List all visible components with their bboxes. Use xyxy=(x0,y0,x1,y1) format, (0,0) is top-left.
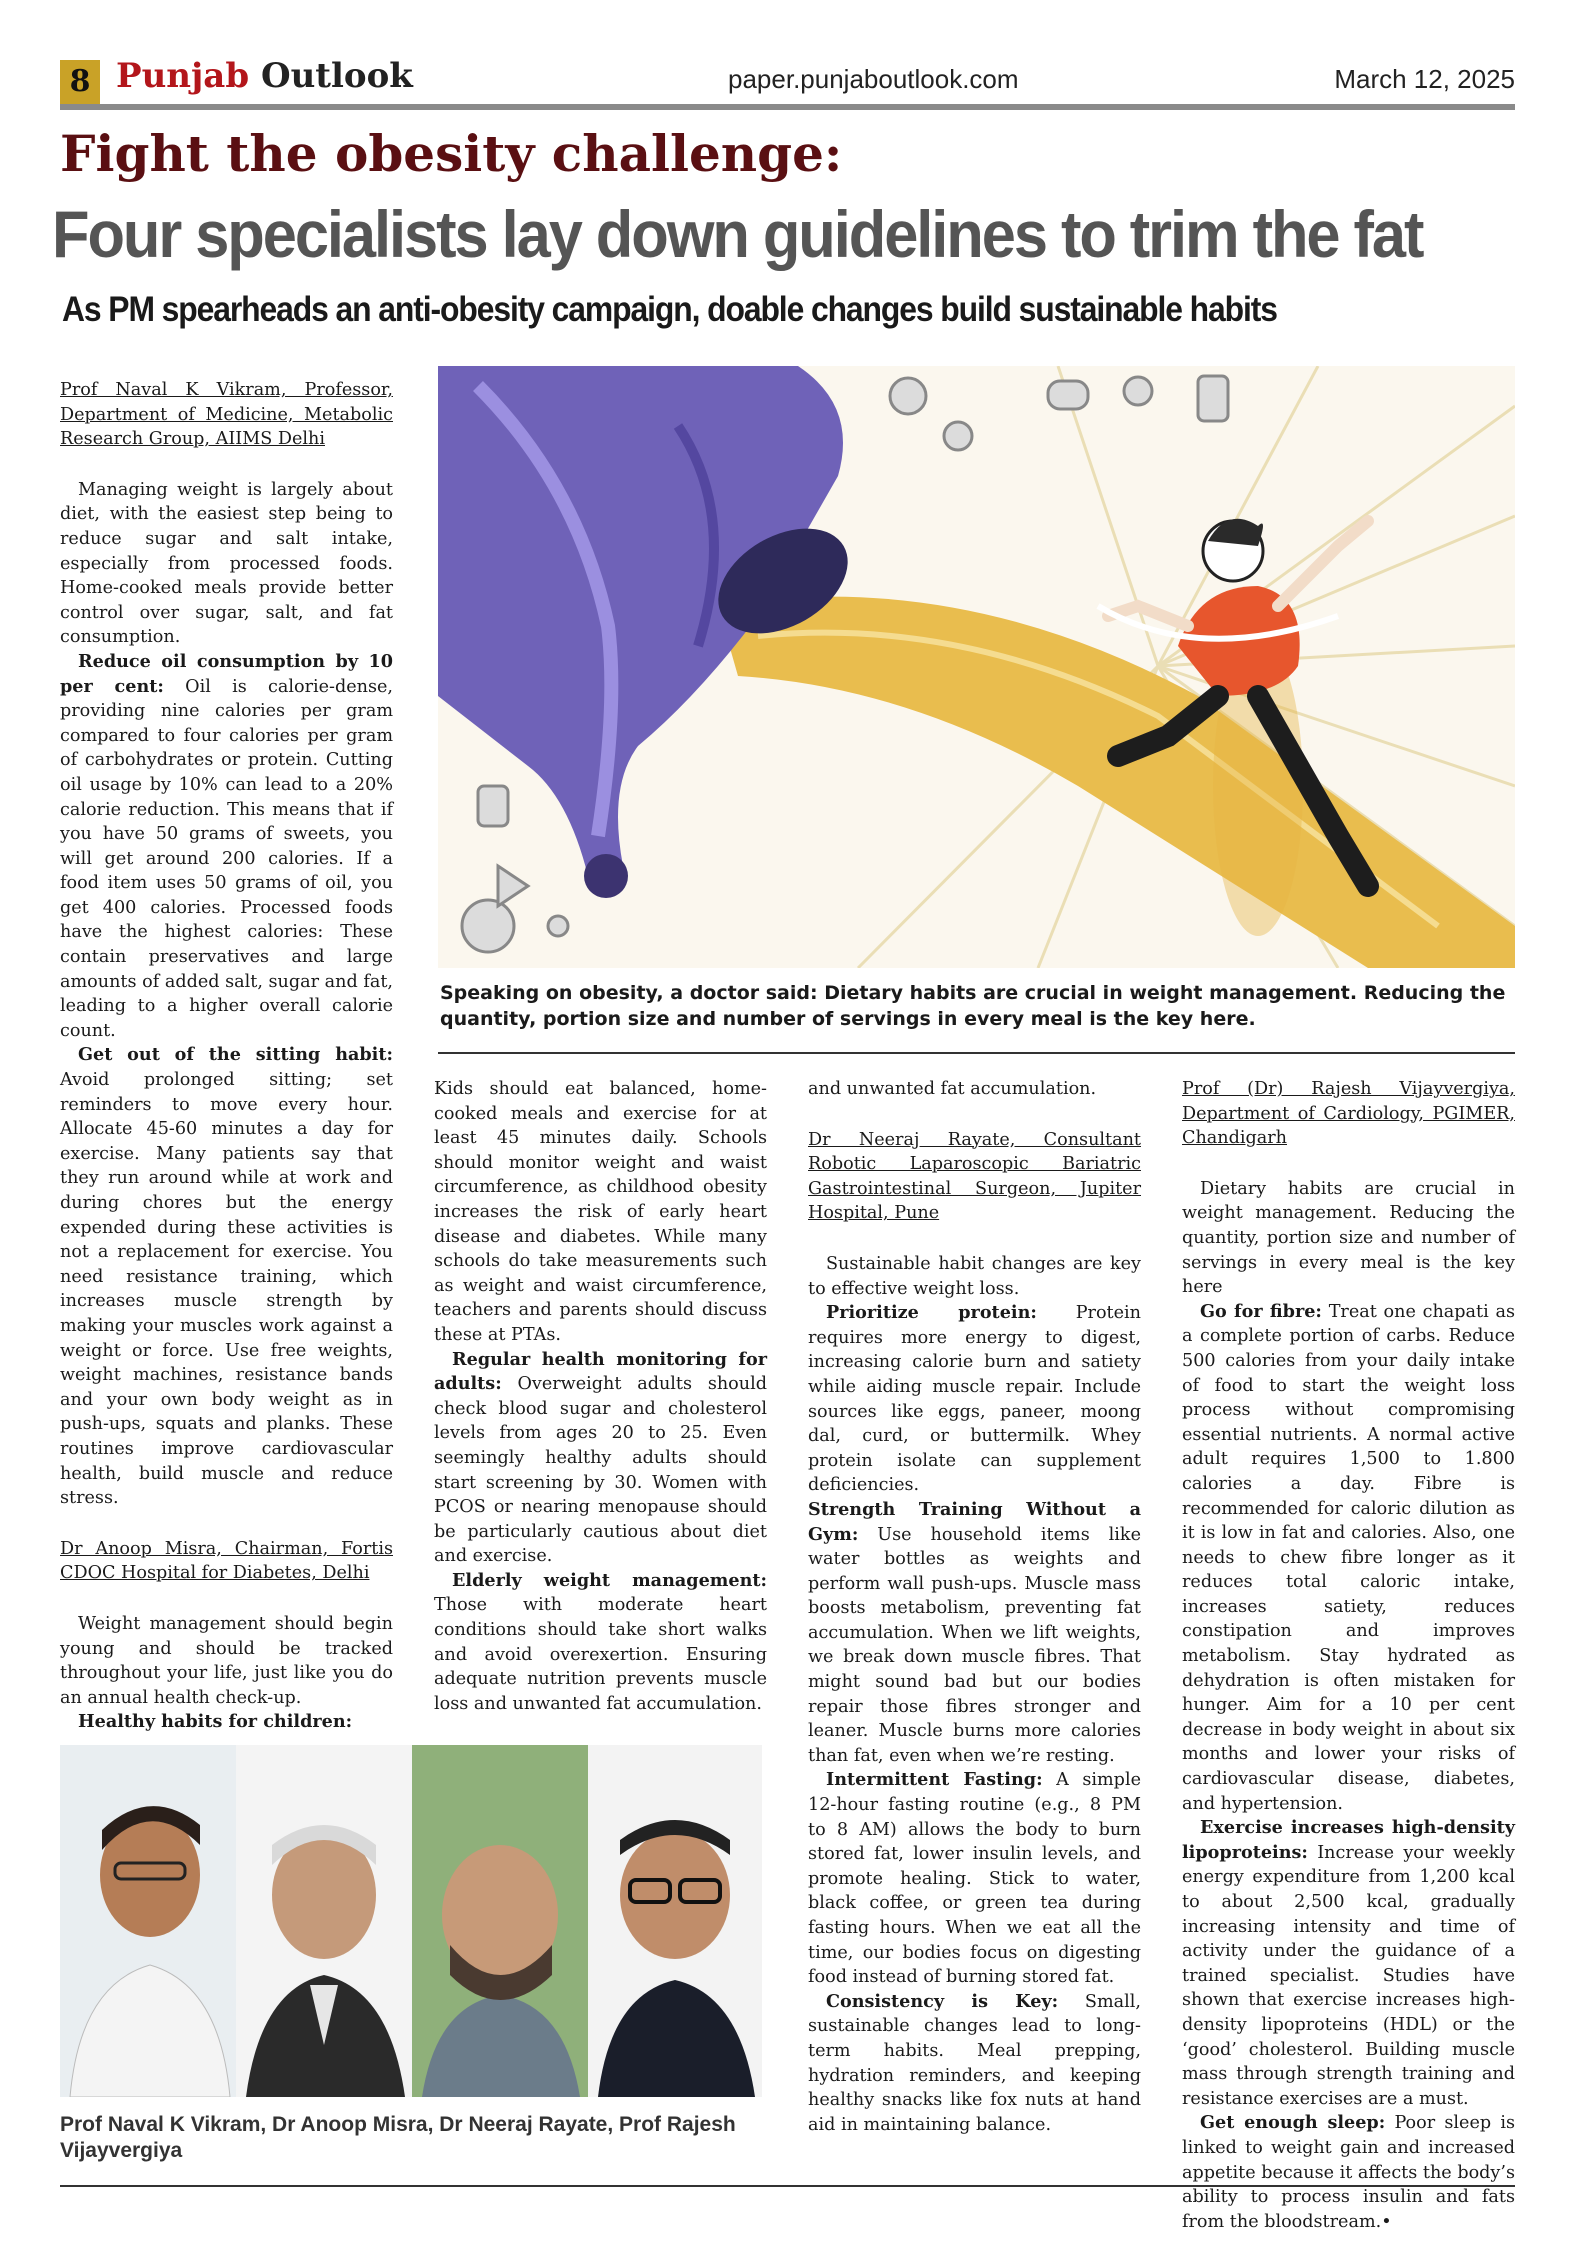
paragraph-vikram-intro: Managing weight is largely about diet, with the easiest step being to reduce sugar and salt intake, especially from processed foods. Home-cooked meals provide better control over sugar, salt, and fat consumption. xyxy=(60,479,393,648)
header-rule xyxy=(60,104,1515,110)
subhead-elderly: Elderly weight management: xyxy=(452,1569,767,1591)
paragraph-misra-intro: Weight management should begin young and should be tracked throughout your life, just like you do an annual health check-up. xyxy=(60,1613,393,1708)
author-byline-vikram: Prof Naval K Vikram, Professor, Department of Medicine, Metabolic Research Group, AIIMS Delhi xyxy=(60,380,393,450)
text-strength: Use household items like water bottles as weights and perform wall push-ups. Muscle mass boosts metabolism, preventing fat accumulation. When we lift weights, we break down muscle fibres. That might sound bad but our bodies repair those fibres stronger and leaner. Muscle burns more calories than fat, even when we’re resting. xyxy=(808,1524,1142,1766)
headline-title: Four specialists lay down guidelines to trim the fat xyxy=(52,197,1423,271)
text-oil: Oil is calorie-dense, providing nine calories per gram compared to four calories per gram of carbohydrates or protein. Cutting oil usage by 10% can lead to a 20% calorie reduction. This means that if you have 50 grams of sweets, you will get around 200 calories. If a food item uses 50 grams of oil, you get 400 calories. Processed foods have the highest calories: These contain preservatives and large amounts of added salt, sugar and fat, leading to a higher overall calorie count. xyxy=(60,676,394,1041)
article-column-4 xyxy=(1182,1077,1515,2234)
paragraph-children-head xyxy=(60,1710,393,1735)
text-exercise: Increase your weekly energy expenditure from 1,200 kcal to about 2,500 kcal, gradually increasing intensity and time of activity under the guidance of a trained specialist. Studies have shown that exercise increases high-density lipoproteins (HDL) or the ‘good’ cholesterol. Building muscle mass through strength training and resistance exercises are a must. xyxy=(1182,1842,1515,2109)
subhead-consistency: Consistency is Key: xyxy=(826,1990,1059,2012)
masthead-brand-part1: Punjab xyxy=(116,56,250,96)
paragraph-children: Kids should eat balanced, home-cooked meals and exercise for at least 45 minutes daily. Schools should monitor weight and waist circumference, as childhood obesity increases the risk of early heart disease and diabetes. While many schools do take measurements such as weight and waist circumference, teachers and parents should discuss these at PTAs. xyxy=(434,1079,767,1345)
paragraph-consistency xyxy=(808,1990,1141,2138)
paragraph-sitting xyxy=(60,1043,393,1510)
portrait-rayate xyxy=(412,1745,588,2097)
text-sleep: Poor sleep is linked to weight gain and increased appetite because it affects the body’s ability to process insulin and fats from the bloodstream.• xyxy=(1182,2113,1515,2232)
paragraph-fasting xyxy=(808,1768,1141,1989)
paragraph-protein xyxy=(808,1301,1141,1498)
portraits-caption: Prof Naval K Vikram, Dr Anoop Misra, Dr Neeraj Rayate, Prof Rajesh Vijayvergiya xyxy=(60,2113,736,2162)
illustration-caption: Speaking on obesity, a doctor said: Dietary habits are crucial in weight management. Reducing the quantity, portion size and number of servings in every meal is the key here. xyxy=(440,982,1506,1030)
article-column-3 xyxy=(808,1077,1141,2137)
paragraph-strength xyxy=(808,1498,1141,1769)
portrait-vikram xyxy=(60,1745,236,2097)
subhead-sitting: Get out of the sitting habit: xyxy=(78,1044,393,1066)
paragraph-rayate-intro: Sustainable habit changes are key to effective weight loss. xyxy=(808,1253,1141,1299)
article-column-2 xyxy=(434,1077,767,1716)
masthead-brand-part2: Outlook xyxy=(260,56,413,96)
page-number: 8 xyxy=(60,60,100,104)
text-fasting: A simple 12-hour fasting routine (e.g., 8 PM to 8 AM) allows the body to burn stored fat, lower insulin levels, and promote healing. Stick to water, black coffee, or green tea during fasting hours. When we eat all the time, our bodies focus on digesting food instead of burning stored fat. xyxy=(808,1770,1141,1988)
text-consistency: Small, sustainable changes lead to long-term habits. Meal prepping, hydration reminders, and keeping healthy snacks like fox nuts at hand aid in maintaining balance. xyxy=(808,1991,1141,2135)
paragraph-adults xyxy=(434,1348,767,1569)
paragraph-sleep xyxy=(1182,2111,1515,2234)
subhead-adults: Regular health monitoring for adults: xyxy=(434,1348,767,1395)
subhead-oil: Reduce oil consumption by 10 per cent: xyxy=(60,650,393,697)
text-adults: Overweight adults should check blood sugar and cholesterol levels from ages 20 to 25. Even seemingly healthy adults should start screening by 30. Women with PCOS or nearing menopause should be particularly cautious about diet and exercise. xyxy=(434,1374,767,1567)
paragraph-vijayvergiya-intro: Dietary habits are crucial in weight management. Reducing the quantity, portion size and number of servings in every meal is the key here xyxy=(1182,1178,1515,1298)
subhead-sleep: Get enough sleep: xyxy=(1200,2112,1386,2134)
headline-subtitle: As PM spearheads an anti-obesity campaign, doable changes build sustainable habits xyxy=(62,290,1277,329)
paragraph-elderly-end: and unwanted fat accumulation. xyxy=(808,1079,1097,1099)
specialists-portraits xyxy=(60,1745,762,2097)
subhead-exercise: Exercise increases high-density lipoproteins: xyxy=(1182,1817,1515,1863)
obesity-illustration xyxy=(438,366,1515,968)
headline-kicker: Fight the obesity challenge: xyxy=(60,124,843,183)
author-byline-misra: Dr Anoop Misra, Chairman, Fortis CDOC Hospital for Diabetes, Delhi xyxy=(60,1538,393,1584)
subhead-strength: Strength Training Without a Gym: xyxy=(808,1498,1141,1545)
article-column-1 xyxy=(60,378,393,1735)
author-byline-rayate: Dr Neeraj Rayate, Consultant Robotic Laparoscopic Bariatric Gastrointestinal Surgeon, Jupiter Hospital, Pune xyxy=(808,1129,1141,1224)
subhead-children: Healthy habits for children: xyxy=(78,1711,353,1733)
paragraph-fibre xyxy=(1182,1300,1515,1816)
text-sitting: Avoid prolonged sitting; set reminders to move every hour. Allocate 45-60 minutes a day for exercise. Many patients say that they run around while at work and during chores but the energy expended during these activities is not a replacement for exercise. You need resistance training, which increases muscle strength by making your muscles work against a weight or force. Use free weights, weight machines, resistance bands and your own body weight as in push-ups, squats and planks. These routines improve cardiovascular health, build muscle and reduce stress. xyxy=(60,1070,393,1509)
portrait-misra xyxy=(236,1745,412,2097)
subhead-protein: Prioritize protein: xyxy=(826,1302,1037,1324)
paragraph-oil xyxy=(60,650,393,1044)
footer-rule xyxy=(60,2185,1515,2187)
subhead-fibre: Go for fibre: xyxy=(1200,1300,1322,1322)
caption-rule xyxy=(438,1052,1515,1054)
paragraph-elderly xyxy=(434,1569,767,1717)
author-byline-vijayvergiya: Prof (Dr) Rajesh Vijayvergiya, Department of Cardiology, PGIMER, Chandigarh xyxy=(1182,1079,1515,1149)
text-elderly: Those with moderate heart conditions should take short walks and avoid overexertion. Ensuring adequate nutrition prevents muscle loss and unwanted fat accumulation. xyxy=(434,1595,767,1714)
text-fibre: Treat one chapati as a complete portion of carbs. Reduce 500 calories from your daily intake of food to start the weight loss process without compromising essential nutrients. A normal active adult requires 1,500 to 1.800 calories a day. Fibre is recommended for caloric dilution as it is low in fat and calories. Also, one needs to chew fibre longer as it reduces total caloric intake, increases satiety, reduces constipation and improves metabolism. Stay hydrated as dehydration is often mistaken for hunger. Aim for a 10 per cent decrease in body weight in about six months and lower your risks of cardiovascular disease, diabetes, and hypertension. xyxy=(1182,1301,1516,1814)
portrait-vijayvergiya xyxy=(588,1745,762,2097)
text-protein: Protein requires more energy to digest, increasing calorie burn and satiety while aiding muscle repair. Include sources like eggs, paneer, moong dal, curd, or buttermilk. Whey protein isolate can supplement deficiencies. xyxy=(808,1303,1141,1496)
website-url: paper.punjaboutlook.com xyxy=(728,64,1019,94)
issue-date: March 12, 2025 xyxy=(1334,64,1515,94)
subhead-fasting: Intermittent Fasting: xyxy=(826,1769,1043,1791)
masthead-logo xyxy=(116,56,413,96)
paragraph-exercise xyxy=(1182,1816,1515,2111)
